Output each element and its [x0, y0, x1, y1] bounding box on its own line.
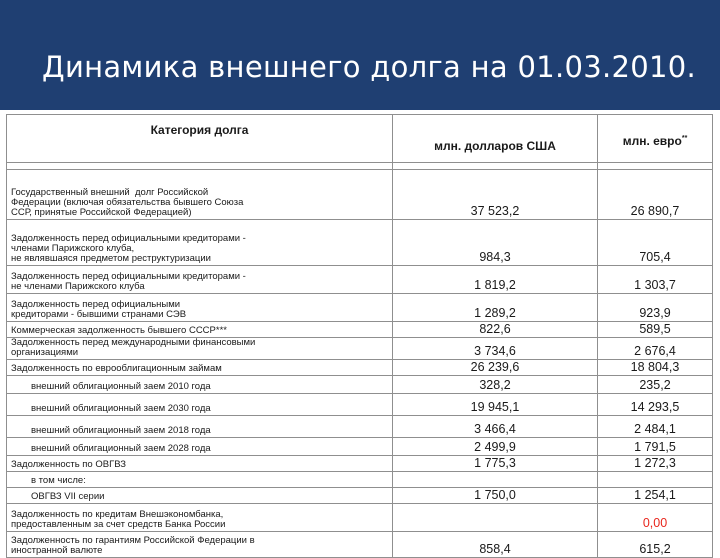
table-row [7, 416, 713, 438]
row-category: внешний облигационный заем 2010 года [7, 376, 393, 394]
table-row [7, 266, 713, 294]
row-category: Задолженность перед международными финансовыми организациями [7, 338, 393, 360]
row-category: Задолженность по ОВГВЗ [7, 456, 393, 472]
row-usd-value: 3 466,4 [393, 416, 598, 438]
spacer-cell [598, 163, 713, 170]
row-usd-value: 328,2 [393, 376, 598, 394]
row-eur-value: 1 791,5 [598, 438, 713, 456]
row-eur-value: 18 804,3 [598, 360, 713, 376]
row-category: Задолженность перед официальными кредиторами - членами Парижского клуба, не являвшаяся предметом реструктуризации [7, 220, 393, 266]
spacer-cell [7, 163, 393, 170]
row-usd-value: 3 734,6 [393, 338, 598, 360]
header-spacer-row [7, 163, 713, 170]
row-usd-value [393, 504, 598, 532]
row-usd-value: 1 289,2 [393, 294, 598, 322]
row-eur-value: 2 676,4 [598, 338, 713, 360]
header-eur [598, 115, 713, 163]
row-usd-value: 822,6 [393, 322, 598, 338]
title-bar [0, 0, 720, 110]
row-eur-value: 0,00 [598, 504, 713, 532]
row-usd-value: 984,3 [393, 220, 598, 266]
row-usd-value: 37 523,2 [393, 170, 598, 220]
row-category: Задолженность по кредитам Внешэкономбанка, предоставленным за счет средств Банка России [7, 504, 393, 532]
row-usd-value: 2 499,9 [393, 438, 598, 456]
row-eur-value: 235,2 [598, 376, 713, 394]
row-category: Задолженность по еврооблигационным займам [7, 360, 393, 376]
row-usd-value: 858,4 [393, 532, 598, 558]
row-eur-value: 26 890,7 [598, 170, 713, 220]
row-category: Коммерческая задолженность бывшего СССР*** [7, 322, 393, 338]
row-eur-value: 923,9 [598, 294, 713, 322]
row-usd-value: 19 945,1 [393, 394, 598, 416]
row-eur-value: 1 303,7 [598, 266, 713, 294]
row-usd-value: 26 239,6 [393, 360, 598, 376]
row-usd-value: 1 775,3 [393, 456, 598, 472]
table-row [7, 438, 713, 456]
table-row [7, 338, 713, 360]
header-category: Категория долга [7, 115, 393, 163]
row-usd-value: 1 750,0 [393, 488, 598, 504]
row-eur-value: 615,2 [598, 532, 713, 558]
header-eur-label: млн. евро [622, 133, 682, 148]
table-row [7, 322, 713, 338]
row-category: внешний облигационный заем 2028 года [7, 438, 393, 456]
table-row [7, 294, 713, 322]
table-row [7, 360, 713, 376]
row-eur-value: 1 272,3 [598, 456, 713, 472]
row-category: в том числе: [7, 472, 393, 488]
row-eur-value: 14 293,5 [598, 394, 713, 416]
row-eur-value [598, 472, 713, 488]
table-row [7, 170, 713, 220]
row-category: внешний облигационный заем 2030 года [7, 394, 393, 416]
table-header-row [7, 115, 713, 163]
row-category: Задолженность перед официальными кредиторами - не членами Парижского клуба [7, 266, 393, 294]
row-category: внешний облигационный заем 2018 года [7, 416, 393, 438]
row-eur-value: 589,5 [598, 322, 713, 338]
table-row [7, 472, 713, 488]
table-row [7, 220, 713, 266]
row-category: Государственный внешний долг Российской Федерации (включая обязательства бывшего Союза ССР, принятые Российской Федерацией) [7, 170, 393, 220]
table-row [7, 532, 713, 558]
slide-title: Динамика внешнего долга на 01.03.2010. [42, 50, 697, 84]
table-row [7, 456, 713, 472]
header-usd: млн. долларов США [393, 115, 598, 163]
table-row [7, 488, 713, 504]
row-category: Задолженность перед официальными кредиторами - бывшими странами СЭВ [7, 294, 393, 322]
spacer-cell [393, 163, 598, 170]
row-category: Задолженность по гарантиям Российской Федерации в иностранной валюте [7, 532, 393, 558]
row-usd-value [393, 472, 598, 488]
table-body [7, 170, 713, 558]
row-usd-value: 1 819,2 [393, 266, 598, 294]
row-eur-value: 2 484,1 [598, 416, 713, 438]
header-eur-mark: ** [681, 134, 688, 142]
row-eur-value: 1 254,1 [598, 488, 713, 504]
row-eur-value: 705,4 [598, 220, 713, 266]
table-row [7, 504, 713, 532]
debt-table-container [6, 114, 712, 556]
table-row [7, 394, 713, 416]
row-category: ОВГВЗ VII серии [7, 488, 393, 504]
debt-table [6, 114, 713, 558]
table-row [7, 376, 713, 394]
